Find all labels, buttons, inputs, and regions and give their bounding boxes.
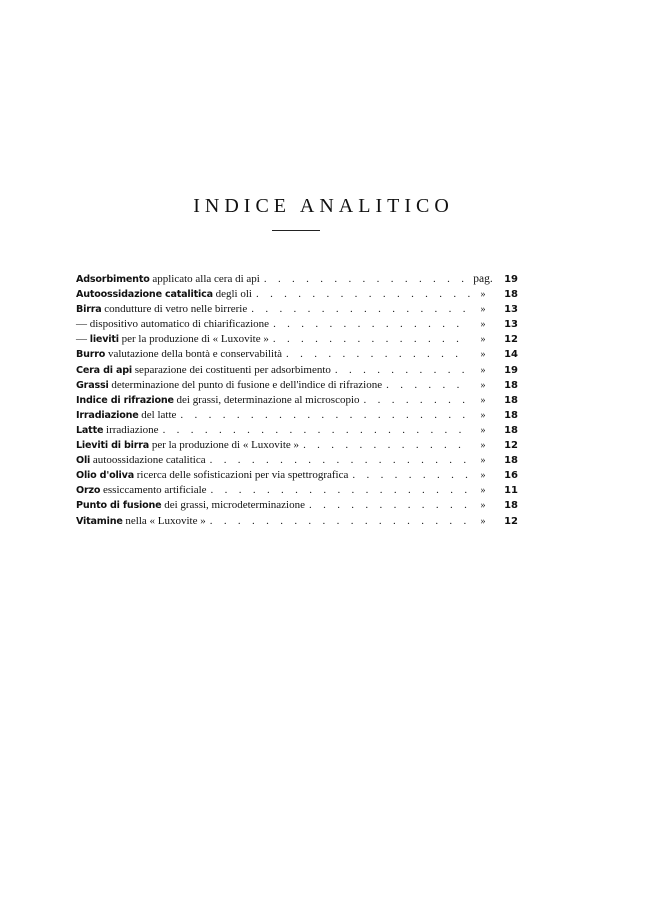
page-number: 18 (504, 455, 518, 467)
index-term: Autoossidazione catalitica (76, 289, 213, 301)
page-reference-label: pag. (473, 273, 493, 285)
index-description: separazione dei costituenti per adsorbimento (132, 363, 331, 376)
index-term: Orzo (76, 485, 101, 497)
page-number: 18 (504, 424, 518, 436)
index-term: Burro (76, 349, 106, 361)
index-entry (76, 438, 518, 453)
page-number: 14 (504, 349, 518, 361)
page-number: 18 (504, 394, 518, 406)
page-number: 18 (504, 409, 518, 421)
dot-leader (210, 453, 470, 468)
ditto-mark: » (480, 409, 486, 421)
index-subentry-dash: — (76, 333, 90, 346)
index-description: — dispositivo automatico di chiarificazione (76, 318, 270, 331)
page-number: 19 (504, 364, 518, 376)
index-entry (76, 378, 518, 393)
dot-leader (364, 393, 470, 408)
index-term: Cera di api (76, 364, 133, 376)
index-term: Indice di rifrazione (76, 394, 174, 406)
dot-leader (273, 317, 470, 332)
dot-leader (210, 514, 470, 529)
index-entry (76, 393, 518, 408)
index-entry (76, 287, 518, 302)
index-entry (76, 423, 518, 438)
ditto-mark: » (480, 349, 486, 361)
index-entry (76, 363, 518, 378)
dot-leader (211, 483, 470, 498)
index-entry (76, 514, 518, 529)
index-term: lieviti (89, 334, 119, 346)
page-number: 13 (504, 319, 518, 331)
title-divider (272, 230, 320, 231)
index-term: Vitamine (76, 515, 123, 527)
ditto-mark: » (480, 319, 486, 331)
index-description: determinazione del punto di fusione e dell'indice di rifrazione (108, 378, 383, 391)
dot-leader (352, 468, 470, 483)
ditto-mark: » (480, 500, 486, 512)
dot-leader (163, 423, 470, 438)
index-description: applicato alla cera di api (149, 273, 260, 285)
ditto-mark: » (480, 515, 486, 527)
index-description: dei grassi, microdeterminazione (161, 499, 305, 512)
page-number: 18 (504, 289, 518, 301)
index-entry (76, 332, 518, 347)
index-term: Adsorbimento (76, 274, 150, 285)
index-entry (76, 347, 518, 362)
index-description: condutture di vetro nelle birrerie (101, 303, 248, 316)
index-term: Oli (76, 455, 91, 467)
index-description: autoossidazione catalitica (90, 454, 206, 467)
index-entry (76, 272, 518, 287)
dot-leader (251, 302, 470, 317)
ditto-mark: » (480, 485, 486, 497)
dot-leader (180, 408, 470, 423)
index-term: Latte (76, 424, 104, 436)
index-term: Grassi (76, 379, 109, 391)
index-description: per la produzione di « Luxovite » (118, 333, 269, 346)
index-entry (76, 498, 518, 513)
index-list (76, 272, 518, 529)
index-description: nella « Luxovite » (122, 514, 206, 527)
index-entry (76, 302, 518, 317)
index-term: Punto di fusione (76, 500, 162, 512)
index-description: irradiazione (103, 423, 159, 436)
index-description: per la produzione di « Luxovite » (149, 439, 300, 452)
dot-leader (286, 347, 470, 362)
index-description: ricerca delle sofisticazioni per via spettrografica (133, 469, 349, 482)
ditto-mark: » (480, 394, 486, 406)
index-entry (76, 468, 518, 483)
page-number: 18 (504, 500, 518, 512)
ditto-mark: » (480, 440, 486, 452)
ditto-mark: » (480, 304, 486, 316)
page-number: 18 (504, 379, 518, 391)
page-number: 19 (504, 274, 518, 285)
index-term: Lieviti di birra (76, 440, 150, 452)
index-entry (76, 408, 518, 423)
page-number: 13 (504, 304, 518, 316)
page-number: 12 (504, 440, 518, 452)
ditto-mark: » (480, 424, 486, 436)
index-term: Birra (76, 304, 102, 316)
dot-leader (303, 438, 470, 453)
index-entry (76, 483, 518, 498)
ditto-mark: » (480, 470, 486, 482)
ditto-mark: » (480, 379, 486, 391)
page-title: INDICE ANALITICO (193, 195, 454, 217)
index-term: Olio d'oliva (76, 470, 134, 482)
index-description: essiccamento artificiale (100, 484, 207, 497)
dot-leader (335, 363, 470, 378)
page-number: 12 (504, 334, 518, 346)
ditto-mark: » (480, 364, 486, 376)
index-description: dei grassi, determinazione al microscopio (173, 393, 360, 406)
dot-leader (273, 332, 470, 347)
page-number: 11 (504, 485, 518, 497)
index-description: degli oli (212, 288, 252, 301)
dot-leader (256, 287, 470, 302)
index-entry (76, 453, 518, 468)
index-description: del latte (138, 408, 177, 421)
index-term: Irradiazione (76, 409, 139, 421)
ditto-mark: » (480, 334, 486, 346)
index-description: valutazione della bontà e conservabilità (105, 348, 283, 361)
ditto-mark: » (480, 289, 486, 301)
index-entry (76, 317, 518, 332)
dot-leader (264, 272, 470, 287)
page-number: 16 (504, 470, 518, 482)
page-number: 12 (504, 515, 518, 527)
dot-leader (386, 378, 470, 393)
ditto-mark: » (480, 455, 486, 467)
dot-leader (309, 498, 470, 513)
